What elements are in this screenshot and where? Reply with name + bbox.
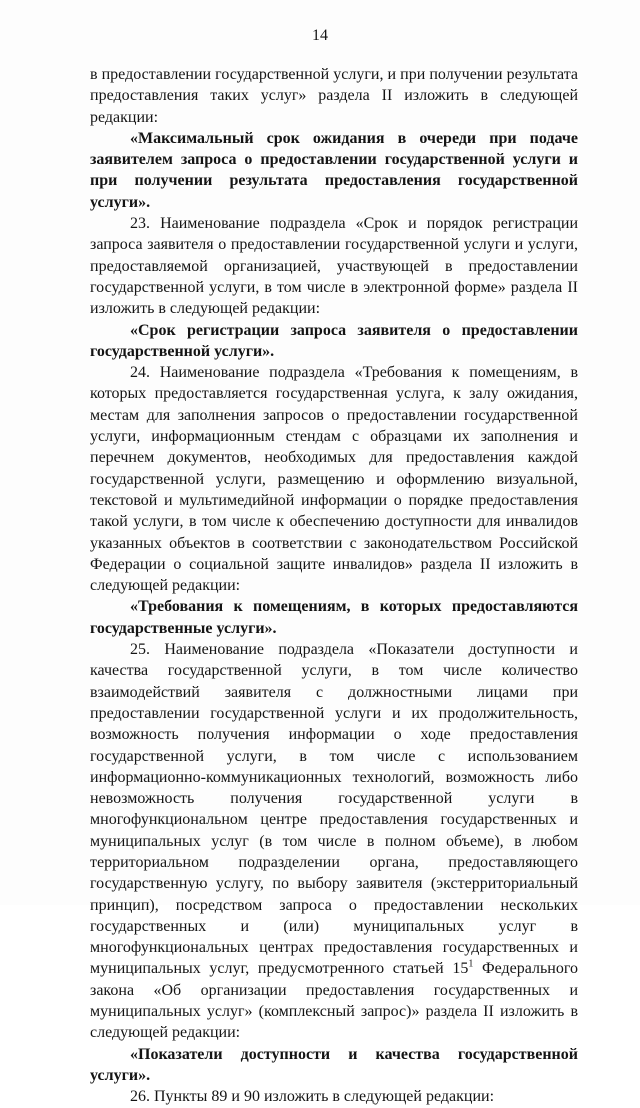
paragraph-item-25-text-end: Федерального закона «Об организации предоставления государственных и муниципальных услуг» (комплексный запрос)» раздела II изложить в следующей редакции: <box>90 960 578 1042</box>
paragraph-new-title-premises: «Требования к помещениям, в которых предоставляются государственные услуги». <box>90 598 578 637</box>
paragraph-new-title-accessibility: «Показатели доступности и качества государственной услуги». <box>90 1045 578 1084</box>
paragraph-item-23: 23. Наименование подраздела «Срок и порядок регистрации запроса заявителя о предоставлении государственной услуги и услуги, предоставляемой организацией, участвующей в предоставлении государственной услуги, в том числе в электронной форме» раздела II изложить в следующей редакции: <box>90 215 578 318</box>
paragraph-item-24: 24. Наименование подраздела «Требования к помещениям, в которых предоставляется государственная услуга, к залу ожидания, местам для заполнения запросов о предоставлении государственной услуги, информационным стендам с образцами их заполнения и перечнем документов, необходимых для предоставления каждой государственной услуги, размещению и оформлению визуальной, текстовой и мультимедийной информации о порядке предоставления такой услуги, в том числе к обеспечению доступности для инвалидов указанных объектов в соответствии с законодательством Российской Федерации о социальной защите инвалидов» раздела II изложить в следующей редакции: <box>90 364 578 595</box>
paragraph-item-26: 26. Пункты 89 и 90 изложить в следующей редакции: <box>130 1088 495 1106</box>
article-superscript: 1 <box>468 959 474 971</box>
paragraph-new-title-waiting-time: «Максимальный срок ожидания в очереди при подаче заявителем запроса о предоставлении государственной услуги и при получении результата предоставления государственной услуги». <box>90 129 578 211</box>
paragraph-new-title-registration: «Срок регистрации запроса заявителя о предоставлении государственной услуги». <box>90 321 578 360</box>
document-body <box>90 64 578 1108</box>
paragraph-item-25 <box>90 639 578 1044</box>
paragraph-item-25-text: 25. Наименование подраздела «Показатели доступности и качества государственной услуги, в том числе количество взаимодействий заявителя с должностными лицами при предоставлении государственной услуги и их продолжительность, возможность получения информации о ходе предоставления государственной услуги, в том числе с использованием информационно-коммуникационных технологий, возможность либо невозможность получения государственной услуги в многофункциональном центре предоставления государственных и муниципальных услуг (в том числе в полном объеме), в любом территориальном подразделении органа, предоставляющего государственную услугу, по выбору заявителя (экстерриториальный принцип), посредством запроса о предоставлении нескольких государственных и (или) муниципальных услуг в многофункциональных центрах предоставления государственных и муниципальных услуг, предусмотренного статьей 15 <box>90 641 578 978</box>
page-number: 14 <box>312 27 328 44</box>
paragraph-continuation: в предоставлении государственной услуги, и при получении результата предоставления таких услуг» раздела II изложить в следующей редакции: <box>90 66 578 126</box>
